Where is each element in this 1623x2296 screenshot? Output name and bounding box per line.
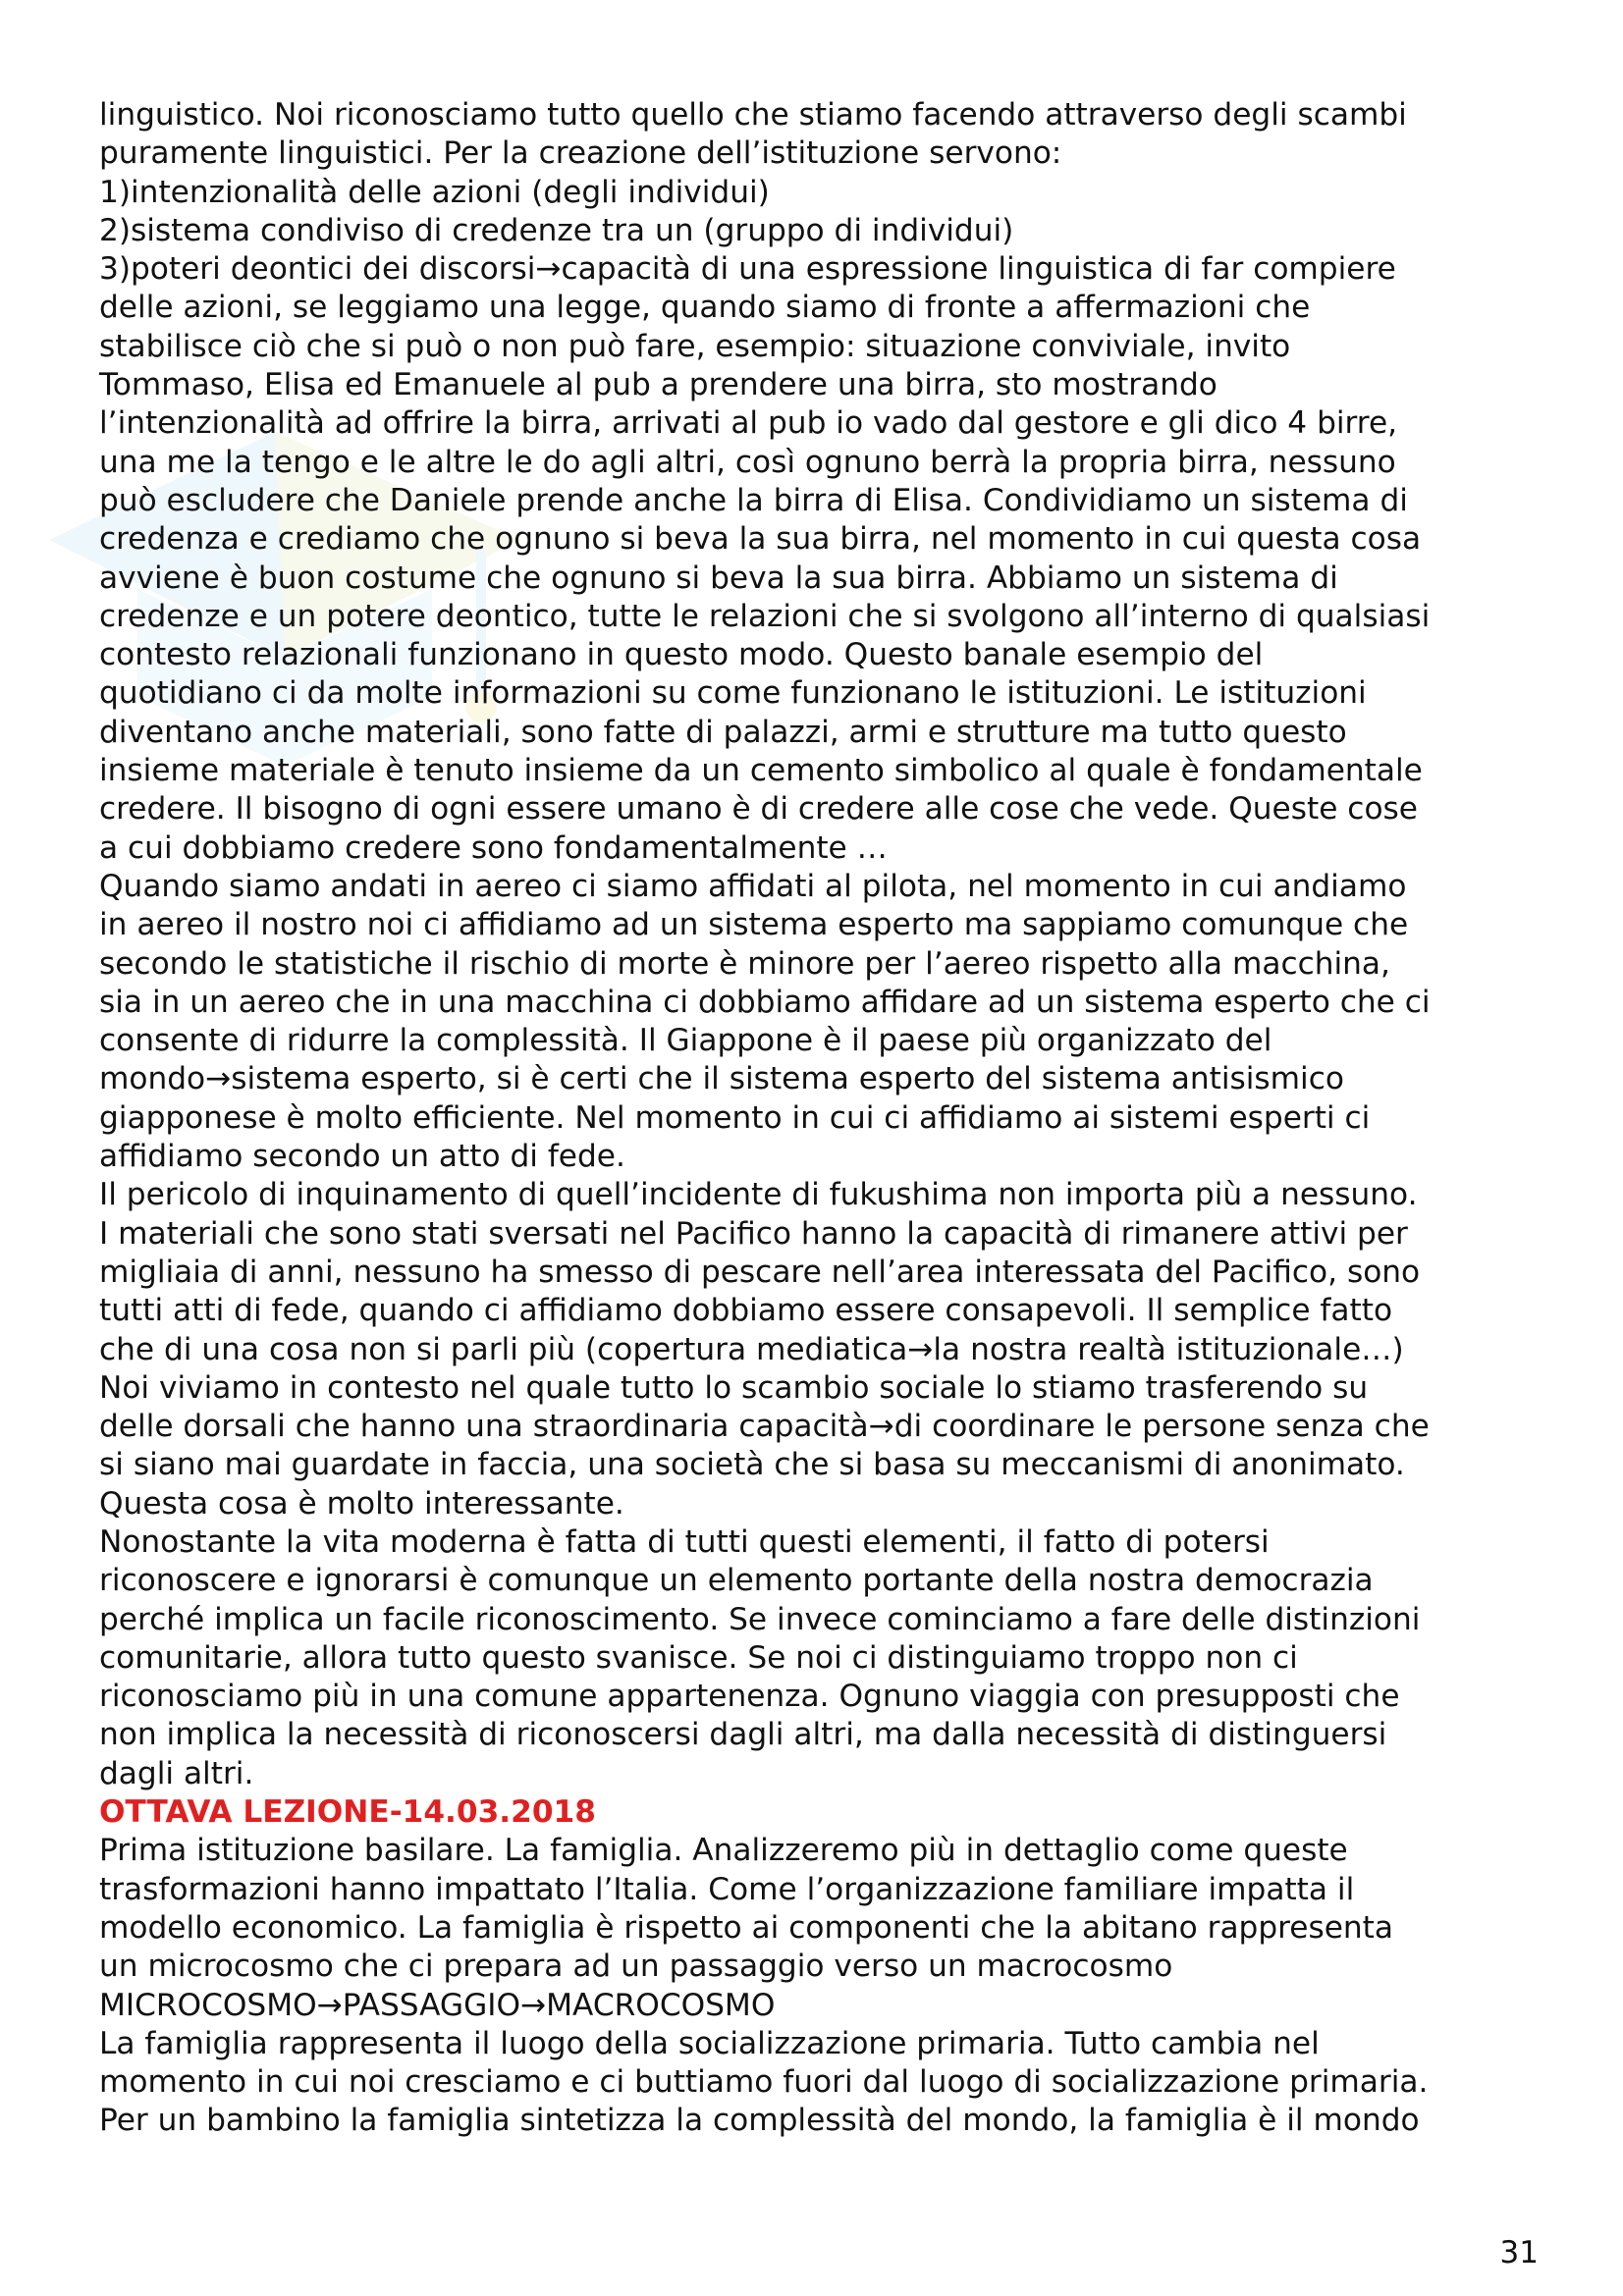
text-line: contesto relazionali funzionano in questo modo. Questo banale esempio del <box>99 637 1264 673</box>
text-line: può escludere che Daniele prende anche la birra di Elisa. Condividiamo un sistema di <box>99 482 1408 518</box>
paragraph <box>99 96 1542 868</box>
text-line: l’intenzionalità ad offrire la birra, arrivati al pub io vado dal gestore e gli dico 4 birre, <box>99 405 1398 442</box>
text-line: un microcosmo che ci prepara ad un passaggio verso un macrocosmo <box>99 1949 1173 1985</box>
paragraph <box>99 1523 1542 1793</box>
text-line: giapponese è molto efficiente. Nel momento in cui ci affidiamo ai sistemi esperti ci <box>99 1099 1371 1136</box>
text-line: trasformazioni hanno impattato l’Italia. Come l’organizzazione familiare impatta il <box>99 1871 1355 1907</box>
text-line: secondo le statistiche il rischio di morte è minore per l’aereo rispetto alla macchina, <box>99 945 1390 982</box>
paragraph <box>99 1176 1542 1368</box>
paragraph-group <box>99 96 1542 1793</box>
text-line: Per un bambino la famiglia sintetizza la complessità del mondo, la famiglia è il mondo <box>99 2103 1420 2139</box>
text-line: consente di ridurre la complessità. Il Giappone è il paese più organizzato del <box>99 1023 1272 1059</box>
text-line: puramente linguistici. Per la creazione dell’istituzione servono: <box>99 135 1062 172</box>
text-line: credenze e un potere deontico, tutte le relazioni che si svolgono all’interno di qualsiasi <box>99 598 1431 634</box>
lesson-heading: OTTAVA LEZIONE-14.03.2018 <box>99 1794 596 1831</box>
text-line: in aereo il nostro noi ci affidiamo ad un sistema esperto ma sappiamo comunque che <box>99 907 1409 943</box>
text-line: riconoscere e ignorarsi è comunque un elemento portante della nostra democrazia <box>99 1563 1374 1599</box>
paragraph <box>99 868 1542 1176</box>
section-paragraph-group <box>99 1832 1542 2140</box>
text-line: Nonostante la vita moderna è fatta di tutti questi elementi, il fatto di potersi <box>99 1523 1270 1560</box>
text-line: 1)intenzionalità delle azioni (degli individui) <box>99 174 770 210</box>
text-line: quotidiano ci da molte informazioni su come funzionano le istituzioni. Le istituzioni <box>99 675 1367 712</box>
text-line: Tommaso, Elisa ed Emanuele al pub a prendere una birra, sto mostrando <box>99 367 1217 403</box>
text-line: I materiali che sono stati sversati nel Pacifico hanno la capacità di rimanere attivi per <box>99 1215 1408 1252</box>
text-line: momento in cui noi cresciamo e ci buttiamo fuori dal luogo di socializzazione primaria. <box>99 2064 1429 2101</box>
text-line: una me la tengo e le altre le do agli altri, così ognuno berrà la propria birra, nessuno <box>99 444 1396 480</box>
text-line: non implica la necessità di riconoscersi dagli altri, ma dalla necessità di distinguersi <box>99 1717 1387 1753</box>
text-line: riconosciamo più in una comune appartenenza. Ognuno viaggia con presupposti che <box>99 1679 1400 1715</box>
paragraph <box>99 1832 1542 2024</box>
text-line: stabilisce ciò che si può o non può fare, esempio: situazione conviviale, invito <box>99 328 1291 364</box>
text-line: mondo→sistema esperto, si è certi che il sistema esperto del sistema antisismico <box>99 1061 1344 1097</box>
text-line: MICROCOSMO→PASSAGGIO→MACROCOSMO <box>99 1987 776 2023</box>
text-line: Quando siamo andati in aereo ci siamo affidati al pilota, nel momento in cui andiamo <box>99 868 1407 904</box>
text-line: migliaia di anni, nessuno ha smesso di pescare nell’area interessata del Pacifico, sono <box>99 1254 1421 1290</box>
text-line: si siano mai guardate in faccia, una società che si basa su meccanismi di anonimato. <box>99 1447 1405 1483</box>
page-number: 31 <box>1499 2235 1539 2270</box>
paragraph <box>99 1369 1542 1523</box>
text-line: che di una cosa non si parli più (copertura mediatica→la nostra realtà istituzionale…) <box>99 1331 1404 1367</box>
text-line: credere. Il bisogno di ogni essere umano è di credere alle cose che vede. Queste cose <box>99 791 1418 828</box>
text-line: Prima istituzione basilare. La famiglia. Analizzeremo più in dettaglio come queste <box>99 1833 1348 1869</box>
text-line: sia in un aereo che in una macchina ci dobbiamo affidare ad un sistema esperto che ci <box>99 984 1431 1020</box>
text-line: modello economico. La famiglia è rispetto ai componenti che la abitano rappresenta <box>99 1909 1394 1946</box>
text-line: delle dorsali che hanno una straordinaria capacità→di coordinare le persone senza che <box>99 1409 1430 1445</box>
text-line: credenza e crediamo che ognuno si beva la sua birra, nel momento in cui questa cosa <box>99 521 1422 558</box>
text-line: Questa cosa è molto interessante. <box>99 1485 624 1522</box>
text-line: La famiglia rappresenta il luogo della socializzazione primaria. Tutto cambia nel <box>99 2025 1320 2061</box>
text-line: insieme materiale è tenuto insieme da un cemento simbolico al quale è fondamentale <box>99 753 1423 789</box>
text-line: 3)poteri deontici dei discorsi→capacità di una espressione linguistica di far compiere <box>99 251 1396 288</box>
text-line: dagli altri. <box>99 1755 254 1791</box>
paragraph <box>99 2025 1542 2141</box>
text-line: diventano anche materiali, sono fatte di palazzi, armi e strutture ma tutto questo <box>99 714 1347 750</box>
text-line: tutti atti di fede, quando ci affidiamo dobbiamo essere consapevoli. Il semplice fatto <box>99 1293 1393 1329</box>
text-line: 2)sistema condiviso di credenze tra un (gruppo di individui) <box>99 212 1014 248</box>
text-line: linguistico. Noi riconosciamo tutto quello che stiamo facendo attraverso degli scambi <box>99 97 1407 133</box>
text-line: a cui dobbiamo credere sono fondamentalmente … <box>99 829 888 866</box>
text-line: Noi viviamo in contesto nel quale tutto lo scambio sociale lo stiamo trasferendo su <box>99 1369 1369 1406</box>
text-line: delle azioni, se leggiamo una legge, quando siamo di fronte a affermazioni che <box>99 290 1311 326</box>
text-line: avviene è buon costume che ognuno si beva la sua birra. Abbiamo un sistema di <box>99 560 1338 596</box>
document-body <box>99 96 1542 2141</box>
text-line: comunitarie, allora tutto questo svanisce. Se noi ci distinguiamo troppo non ci <box>99 1639 1298 1676</box>
text-line: Il pericolo di inquinamento di quell’incidente di fukushima non importa più a nessuno. <box>99 1177 1418 1213</box>
text-line: affidiamo secondo un atto di fede. <box>99 1139 625 1175</box>
text-line: perché implica un facile riconoscimento. Se invece cominciamo a fare delle distinzioni <box>99 1601 1421 1637</box>
